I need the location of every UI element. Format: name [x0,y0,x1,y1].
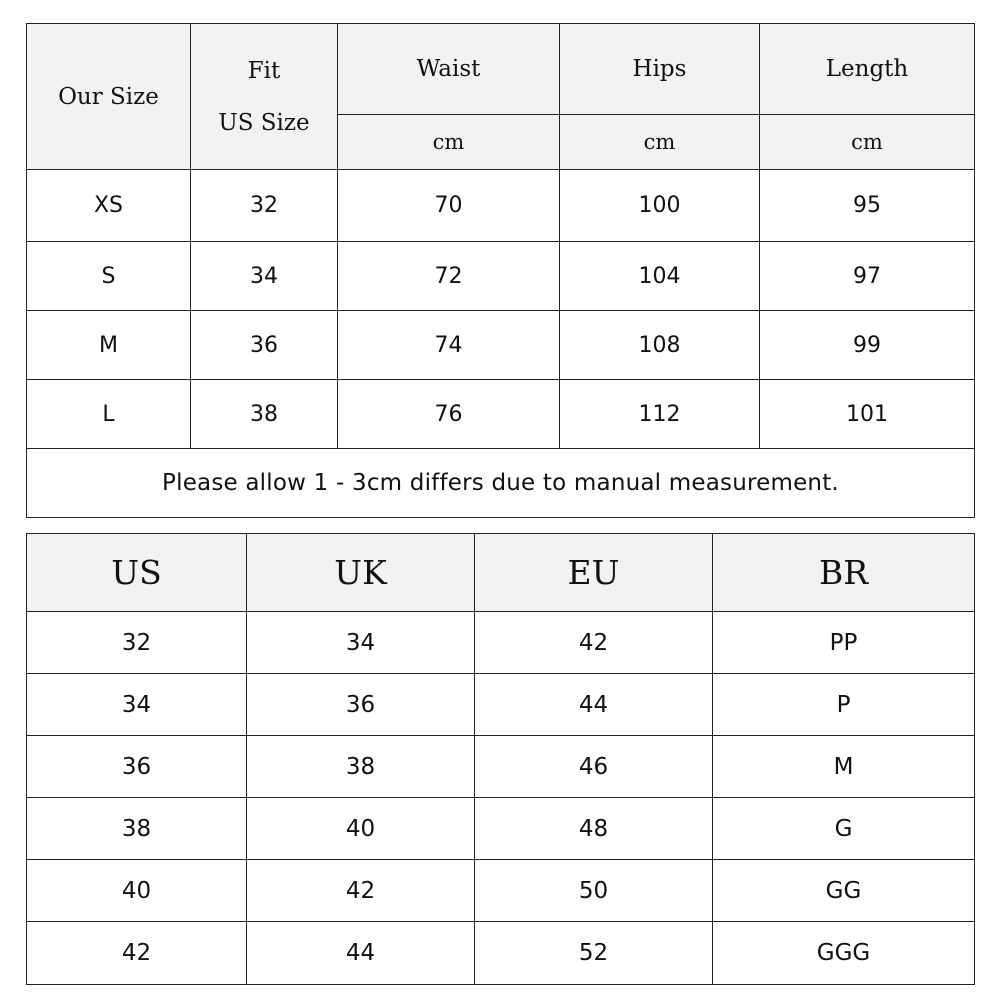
cell-eu: 46 [475,736,713,798]
cell-br: P [713,674,975,736]
cell-waist: 76 [338,380,560,449]
cell-uk: 34 [247,612,475,674]
cell-us: 42 [27,922,247,985]
cell-hips: 112 [560,380,760,449]
size-conversion-table [26,533,975,985]
cell-us: 34 [27,674,247,736]
cell-us: 40 [27,860,247,922]
table-row [27,922,975,985]
cell-eu: 48 [475,798,713,860]
cell-length: 99 [760,311,975,380]
cell-uk: 38 [247,736,475,798]
table-row [27,612,975,674]
size-measurement-table [26,23,975,518]
cell-eu: 44 [475,674,713,736]
unit-length: cm [760,115,975,170]
cell-our-size: L [27,380,191,449]
cell-br: PP [713,612,975,674]
table-row [27,170,975,242]
table-row [27,736,975,798]
cell-hips: 100 [560,170,760,242]
cell-length: 97 [760,242,975,311]
cell-us-size: 36 [191,311,338,380]
header-us-size-label: US Size [218,109,310,136]
unit-waist: cm [338,115,560,170]
cell-waist: 72 [338,242,560,311]
table-row [27,674,975,736]
cell-waist: 70 [338,170,560,242]
header-br: BR [713,534,975,612]
header-length: Length [760,24,975,115]
cell-our-size: M [27,311,191,380]
cell-eu: 42 [475,612,713,674]
cell-uk: 36 [247,674,475,736]
cell-length: 95 [760,170,975,242]
measurement-note: Please allow 1 - 3cm differs due to manual measurement. [27,449,975,518]
cell-waist: 74 [338,311,560,380]
cell-hips: 108 [560,311,760,380]
header-fit-label: Fit [247,57,281,84]
table-row [27,311,975,380]
header-eu: EU [475,534,713,612]
cell-br: G [713,798,975,860]
header-fit-us-size [191,24,338,170]
table-row [27,860,975,922]
cell-us-size: 38 [191,380,338,449]
cell-our-size: S [27,242,191,311]
cell-uk: 40 [247,798,475,860]
cell-length: 101 [760,380,975,449]
header-us: US [27,534,247,612]
cell-our-size: XS [27,170,191,242]
cell-us: 38 [27,798,247,860]
cell-eu: 50 [475,860,713,922]
header-hips: Hips [560,24,760,115]
cell-hips: 104 [560,242,760,311]
table-row [27,380,975,449]
unit-hips: cm [560,115,760,170]
header-our-size: Our Size [27,24,191,170]
cell-br: M [713,736,975,798]
cell-uk: 42 [247,860,475,922]
cell-us: 32 [27,612,247,674]
table-row [27,242,975,311]
cell-us-size: 32 [191,170,338,242]
cell-br: GGG [713,922,975,985]
header-uk: UK [247,534,475,612]
header-waist: Waist [338,24,560,115]
table-row [27,798,975,860]
cell-uk: 44 [247,922,475,985]
cell-us: 36 [27,736,247,798]
cell-br: GG [713,860,975,922]
cell-eu: 52 [475,922,713,985]
cell-us-size: 34 [191,242,338,311]
